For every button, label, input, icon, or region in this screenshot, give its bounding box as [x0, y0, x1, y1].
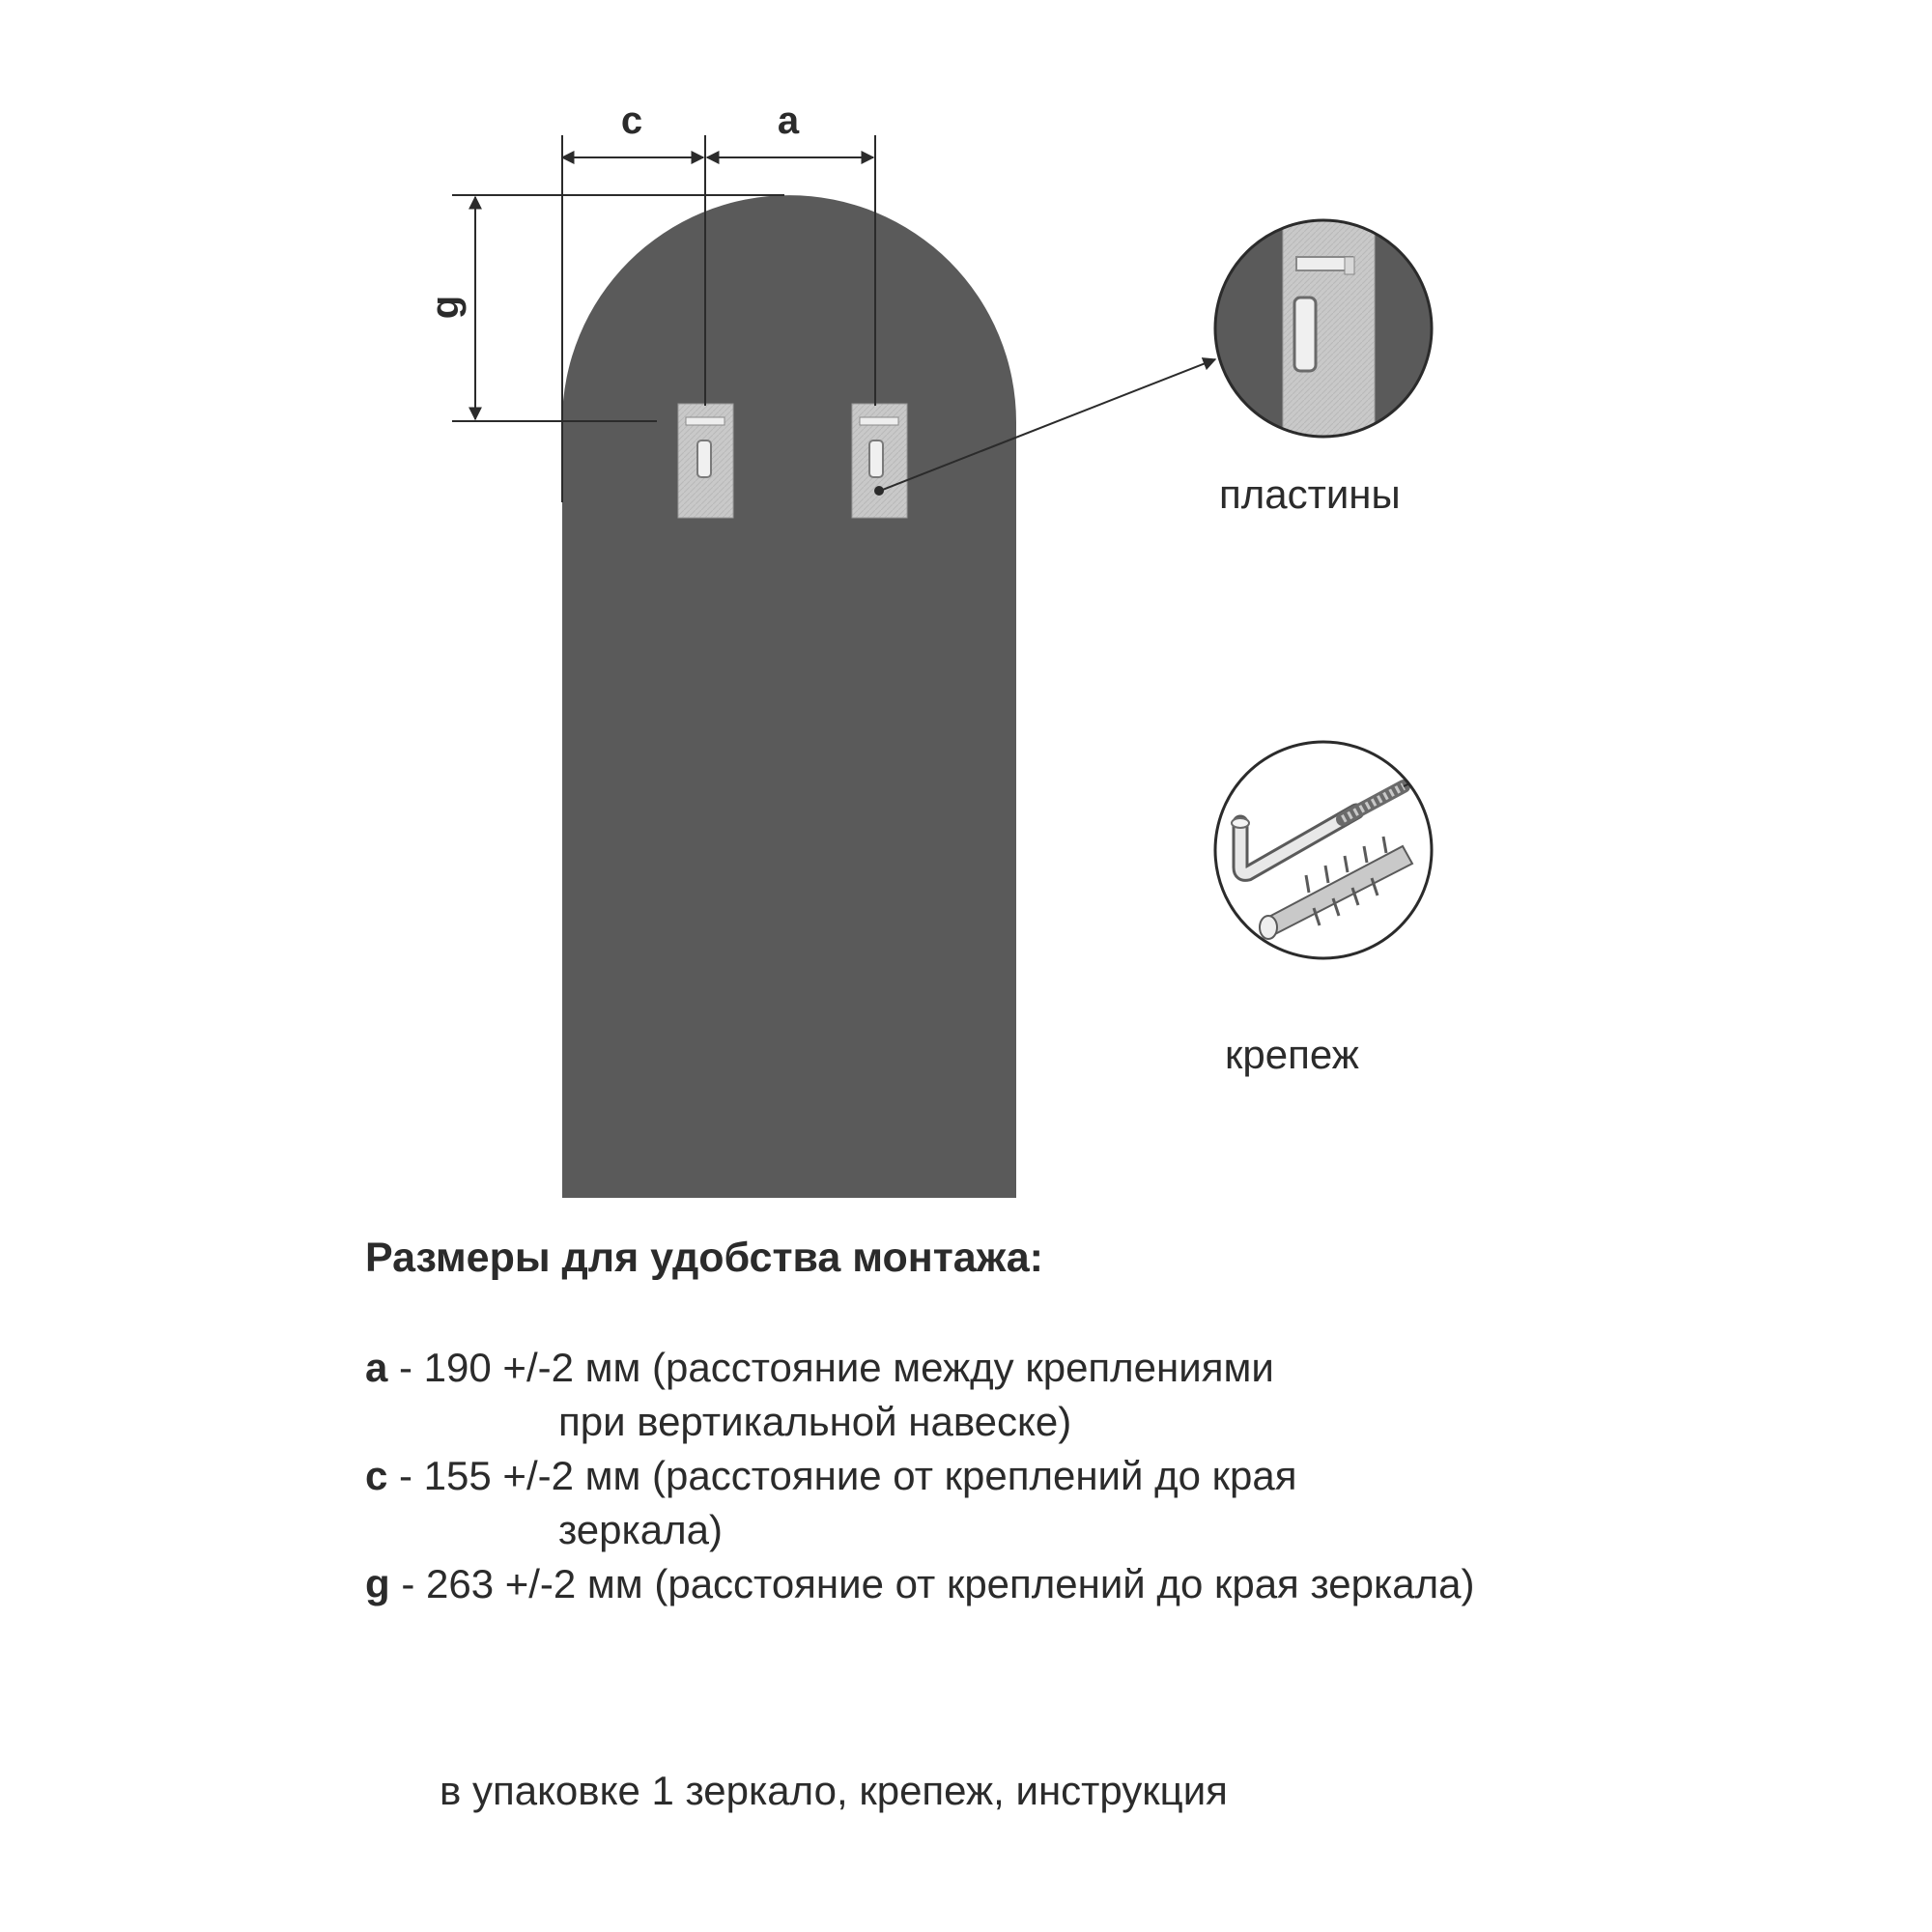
- package-contents-note: в упаковке 1 зеркало, крепеж, инструкция: [440, 1768, 1228, 1813]
- dimension-label-a: a: [777, 99, 800, 142]
- mounting-plate-icon: [1215, 213, 1432, 444]
- spec-c-key: c: [365, 1453, 388, 1498]
- plates-caption: пластины: [1219, 471, 1401, 517]
- spec-a: [365, 1341, 1274, 1449]
- dimension-label-g: g: [424, 295, 467, 320]
- mounting-plate-right: [852, 404, 907, 518]
- spec-c-line1: - 155 +/-2 мм (расстояние от креплений до края: [387, 1453, 1297, 1498]
- screw-hook-and-dowel-icon: [1215, 742, 1432, 958]
- spec-a-line2: при вертикальной навеске): [558, 1399, 1072, 1444]
- mirror-shape: [562, 195, 1016, 1198]
- spec-g-line1: - 263 +/-2 мм (расстояние от креплений до края зеркала): [389, 1561, 1475, 1606]
- mounting-dimensions-heading: Размеры для удобства монтажа:: [365, 1235, 1043, 1281]
- fasteners-caption: крепеж: [1225, 1032, 1359, 1077]
- spec-g-key: g: [365, 1561, 390, 1606]
- plate-pointer-dot: [874, 486, 884, 496]
- dimension-label-c: c: [620, 99, 643, 142]
- spec-a-key: a: [365, 1345, 388, 1390]
- spec-a-line1: - 190 +/-2 мм (расстояние между креплениями: [387, 1345, 1274, 1390]
- mounting-plate-left: [678, 404, 733, 518]
- spec-g: [365, 1557, 1474, 1611]
- spec-c-line2: зеркала): [558, 1507, 724, 1552]
- spec-c: [365, 1449, 1297, 1557]
